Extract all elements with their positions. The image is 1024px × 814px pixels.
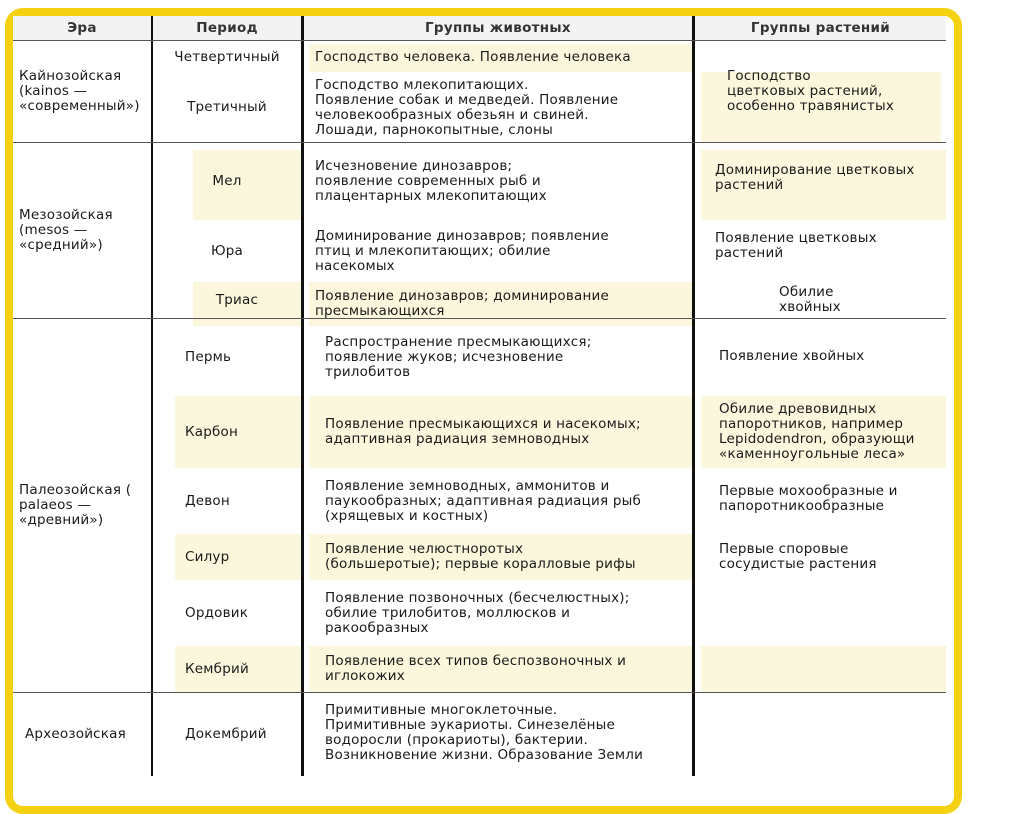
- period-label: Карбон: [185, 423, 239, 440]
- period-label: Докембрий: [185, 726, 267, 742]
- era-cell: [13, 41, 151, 142]
- period-label: Третичный: [187, 99, 267, 115]
- period-label: Девон: [185, 492, 230, 509]
- period-cell: [153, 41, 301, 73]
- plants-text: Доминирование цветковых растений: [715, 162, 915, 193]
- era-label: Кайнозойская (kainos — «современный»): [19, 68, 140, 114]
- animals-text: Примитивные многоклеточные. Примитивные эукариоты. Синезелёные водоросли (прокариоты), бактерии. Возникновение жизни. Образование Земли: [325, 702, 644, 763]
- plants-text: Обилие хвойных: [779, 284, 841, 315]
- animals-text: Распространение пресмыкающихся; появление жуков; исчезновение трилобитов: [325, 334, 592, 380]
- animals-cell: [319, 646, 692, 692]
- period-cell: [179, 693, 301, 776]
- animals-cell: [309, 220, 692, 282]
- animals-text: Появление пресмыкающихся и насекомых; адаптивная радиация земноводных: [325, 416, 641, 447]
- plants-cell: [721, 66, 946, 116]
- animals-text: Господство человека. Появление человека: [315, 48, 631, 65]
- period-cell: [179, 534, 301, 580]
- period-cell: [179, 468, 301, 534]
- period-cell: [179, 319, 301, 396]
- plants-text: Первые споровые сосудистые растения: [719, 541, 877, 572]
- plants-text: Первые мохообразные и папоротникообразные: [719, 483, 898, 514]
- animals-cell: [319, 396, 692, 468]
- plants-text: Появление хвойных: [719, 347, 865, 364]
- header-animals: Группы животных: [304, 16, 692, 40]
- period-label: Ордовик: [185, 604, 249, 621]
- period-label: Юра: [210, 242, 244, 259]
- plants-cell: [709, 156, 946, 200]
- period-label: Триас: [215, 291, 259, 308]
- plants-text: Появление цветковых растений: [715, 230, 877, 261]
- animals-text: Господство млекопитающих. Появление собак и медведей. Появление человекообразных обезьян и свиней. Лошади, парнокопытные, слоны: [315, 76, 619, 138]
- period-cell: [179, 646, 301, 692]
- plants-text: Обилие древовидных папоротников, например Lepidodendron, образующи «каменноугольные леса»: [719, 401, 915, 462]
- geologic-time-table: [13, 16, 946, 776]
- animals-cell: [319, 468, 692, 534]
- era-label: Мезозойская (mesos — «средний»): [19, 207, 113, 253]
- header-period: Период: [153, 16, 301, 40]
- animals-cell: [319, 580, 692, 646]
- era-cell: [13, 319, 151, 692]
- animals-cell: [309, 73, 692, 142]
- period-cell: [179, 396, 301, 468]
- plants-cell: [713, 580, 946, 646]
- era-cell: [13, 143, 151, 318]
- period-cell: [173, 282, 301, 318]
- plants-text: Господство цветковых растений, особенно травянистых: [727, 67, 895, 114]
- column-divider: [301, 16, 304, 776]
- animals-cell: [309, 143, 692, 220]
- period-cell: [153, 220, 301, 282]
- plants-cell: [773, 282, 946, 318]
- era-label: Археозойская: [25, 726, 126, 742]
- plants-cell: [713, 693, 946, 776]
- period-label: Силур: [185, 548, 230, 565]
- animals-text: Появление земноводных, аммонитов и паукообразных; адаптивная радиация рыб (хрящевых и костных): [325, 477, 641, 524]
- plants-cell: [713, 396, 946, 468]
- period-cell: [153, 73, 301, 142]
- animals-text: Исчезновение динозавров; появление современных рыб и плацентарных млекопитающих: [315, 158, 547, 204]
- animals-cell: [319, 319, 692, 396]
- animals-text: Появление всех типов беспозвоночных и иглокожих: [325, 653, 627, 684]
- animals-text: Доминирование динозавров; появление птиц и млекопитающих; обилие насекомых: [315, 227, 609, 274]
- period-label: Пермь: [185, 349, 232, 365]
- plants-cell: [713, 341, 946, 371]
- plants-cell: [713, 480, 946, 518]
- plants-cell: [709, 224, 946, 268]
- plants-cell: [713, 538, 946, 576]
- animals-cell: [319, 534, 692, 580]
- column-divider: [692, 16, 695, 776]
- period-label: Кембрий: [185, 660, 249, 677]
- animals-cell: [309, 41, 692, 73]
- animals-text: Появление позвоночных (бесчелюстных); обилие трилобитов, моллюсков и ракообразных: [325, 589, 630, 636]
- header-era: Эра: [13, 16, 151, 40]
- period-cell: [153, 143, 301, 220]
- animals-text: Появление динозавров; доминирование пресмыкающихся: [315, 288, 609, 319]
- period-label: Мел: [212, 173, 242, 189]
- period-label: Четвертичный: [174, 48, 280, 65]
- animals-cell: [319, 702, 692, 776]
- era-cell: [19, 693, 151, 776]
- era-label: Палеозойская ( palaeos — «древний»): [19, 482, 132, 528]
- animals-text: Появление челюстноротых (большеротые); первые коралловые рифы: [325, 541, 636, 572]
- period-cell: [179, 580, 301, 646]
- plants-cell: [713, 646, 946, 692]
- header-plants: Группы растений: [695, 16, 946, 40]
